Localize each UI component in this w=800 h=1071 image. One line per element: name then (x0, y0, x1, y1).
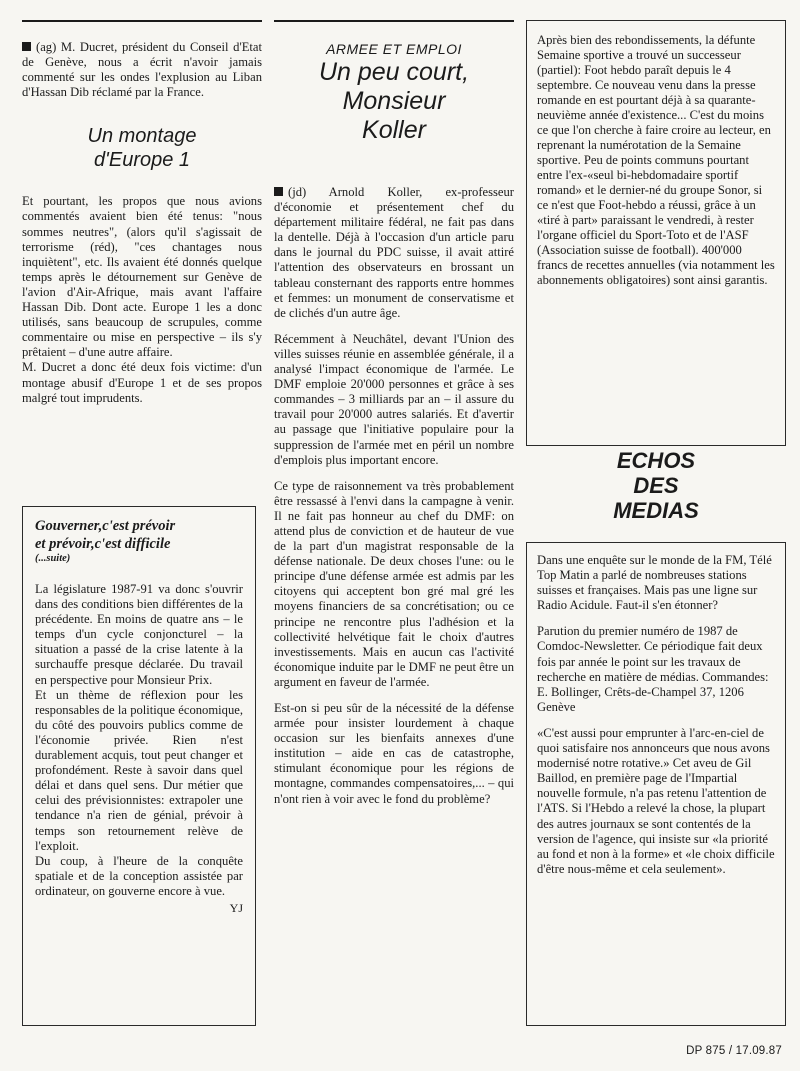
montage-heading: Un montage d'Europe 1 (87, 125, 197, 172)
echo-paragraph-2: Parution du premier numéro de 1987 de Comdoc-Newsletter. Ce périodique fait deux fois par année le point sur les travaux de recherche en matière de médias. Commandes: E. Bollinger, Crêts-de-Champel 37, 1206 Genève (537, 624, 769, 714)
gouverner-title: Gouverner,c'est prévoir et prévoir,c'est difficile (35, 518, 176, 552)
bullet-square-icon (274, 187, 283, 196)
koller-title: Un peu court, Monsieur Koller (318, 58, 470, 144)
page-footer: DP 875 / 17.09.87 (686, 1045, 782, 1057)
koller-paragraph-4: Est-on si peu sûr de la nécessité de la défense armée pour insister lourdement à chaque occasion sur les bienfaits annexes d'une institution – aide en cas de catastrophe, stimulant économique pour les régions de montagne, commandes compensatoires,... – qui n'ont rien à voir avec le fond du problème? (274, 701, 514, 806)
gouverner-paragraph-3: Du coup, à l'heure de la conquête spatiale et de la conception assistée par ordinateur, on gouverne encore à vue. (35, 853, 243, 898)
kicker: ARMEE ET EMPLOI (326, 41, 462, 57)
signature: YJ (229, 900, 243, 915)
suite-label: (...suite) (35, 553, 71, 564)
echos-des-medias-heading: ECHOS DES MEDIAS (613, 448, 699, 523)
koller-paragraph-3: Ce type de raisonnement va très probablement être ressassé à l'envi dans la campagne à venir. Il ne fait pas honneur au chef du DMF: on attend plus de conviction et de hauteur de vue de la part d'un magistrat responsable de la défense nationale. De deux choses l'une: ou le principe d'une défense armée est admis par les citoyens qui acceptent bon gré mal gré les moyens financiers de sa concrétisation; ou ce principe ne rencontre plus l'adhésion et la collectivité helvétique fait le choix d'autres investissements. Mais en aucun cas l'activité économique induite par le DMF ne peut être un argument en faveur de l'armée. (274, 478, 514, 689)
gouverner-paragraph-1: La législature 1987-91 va donc s'ouvrir dans des conditions bien différentes de la précédente. En moins de quatre ans – le temps d'un cycle conjoncturel – la situation a passé de la crise latente à la surchauffe presque déclarée. Du travail en perspective pour Monsieur Prix. (35, 582, 243, 687)
foot-hebdo-paragraph: Après bien des rebondissements, la défunte Semaine sportive a trouvé un successeur (partiel): Foot hebdo paraît depuis le 4 septembre. Ce nouveau venu dans la presse romande en est pourtant déjà à sa quarante-neuvième année d'existence... C'est du moins ce que l'on cherche à faire croire au lecteur, en reprenant la numérotation de la Semaine sportive. Peu de points communs pourtant entre l'ex-«seul bi-hebdomadaire sportif romand» et le dernier-né du groupe Sonor, si ce n'est que Foot-hebdo a réussi, grâce à un «tiré à part» paraissant le vendredi, à rester l'organe officiel du Sport-Toto et de l'ASF (Association suisse de football). 400'000 francs de recettes annuelles (via notamment les abonnements obligatoires) sont ainsi garantis. (537, 33, 775, 287)
column1 (22, 40, 262, 406)
echos-box (526, 542, 786, 1026)
gouverner-box (22, 506, 256, 1026)
column2 (274, 40, 514, 807)
montage-paragraph-2: M. Ducret a donc été deux fois victime: d'un montage abusif d'Europe 1 et de ses propos malgré tout imprudents. (22, 360, 262, 405)
koller-paragraph-2: Récemment à Neuchâtel, devant l'Union des villes suisses réunie en assemblée générale, il a analysé l'impact économique de l'armée. Le DMF emploie 20'000 personnes et grâce à ses commandes – 3 milliards par an – il assure du travail pour 20'000 autres salariés. Et d'avertir au passage que l'initiative populaire pour la suppression de l'armée met en péril un nombre d'emplois plus important encore. (274, 331, 514, 467)
koller-paragraph-1: (jd) Arnold Koller, ex-professeur d'économie et présentement chef du département militaire fédéral, ne fait pas dans la dentelle. Déjà à l'occasion d'un article paru dans le journal du PDC suisse, il avait attiré l'attention des observateurs en brossant un tableau consternant des rapports entre hommes et femmes: un monument de conservatisme et de clichés d'un autre âge. (274, 185, 514, 320)
echo-paragraph-3: «C'est aussi pour emprunter à l'arc-en-ciel de quoi satisfaire nos annonceurs que nous avons modernisé notre rotative.» Cet aveu de Gil Baillod, en première page de l'Impartial nouvelle formule, n'a pas retenu l'attention de l'ATS. Si l'Hebdo a relevé la chose, la plupart des autres journaux se sont contentés de la version de l'agence, qui insiste sur «la priorité au fond et non à la forme» et «le choix difficile d'être nous-même et cela seulement». (537, 725, 775, 876)
column1-top-rule (22, 20, 262, 22)
foot-hebdo-box (526, 20, 786, 446)
column2-top-rule (274, 20, 514, 22)
ducret-intro-paragraph: (ag) M. Ducret, président du Conseil d'Etat de Genève, nous a écrit n'avoir jamais commenté sur les ondes l'explusion au Liban d'Hassan Dib réclamé par la France. (22, 40, 262, 100)
bullet-square-icon (22, 42, 31, 51)
gouverner-paragraph-2: Et un thème de réflexion pour les responsables de la politique économique, du côté des pouvoirs publics comme de l'économie privée. Rien n'est durablement acquis, tout peut changer et profondément. Reste à savoir dans quel délai et dans quel sens. Dur métier que celui des prévisionnistes: extrapoler une tendance n'a rien de génial, prévoir à temps son retournement relève de l'exploit. (35, 687, 243, 853)
echo-paragraph-1: Dans une enquête sur le monde de la FM, Télé Top Matin a parlé de nombreuses stations suisses et françaises. Mais pas une ligne sur Radio Acidule. Faut-il s'en étonner? (537, 553, 772, 613)
montage-paragraph-1: Et pourtant, les propos que nous avions commentés avaient bien été tenus: "nous sommes neutres", (alors qu'il s'agissait de terrorisme (réd), "ces chantages nous inquiètent", etc. Ils avaient été donnés quelque temps après le détournement sur Genève de l'avion d'Air-Afrique, mais avant l'affaire Hassan Dib. Dont acte. Europe 1 les a donc utilisés, sans beaucoup de scrupules, comme commentaire ou mise en perspective – ils s'y prêtaient – d'une autre affaire. (22, 194, 262, 360)
